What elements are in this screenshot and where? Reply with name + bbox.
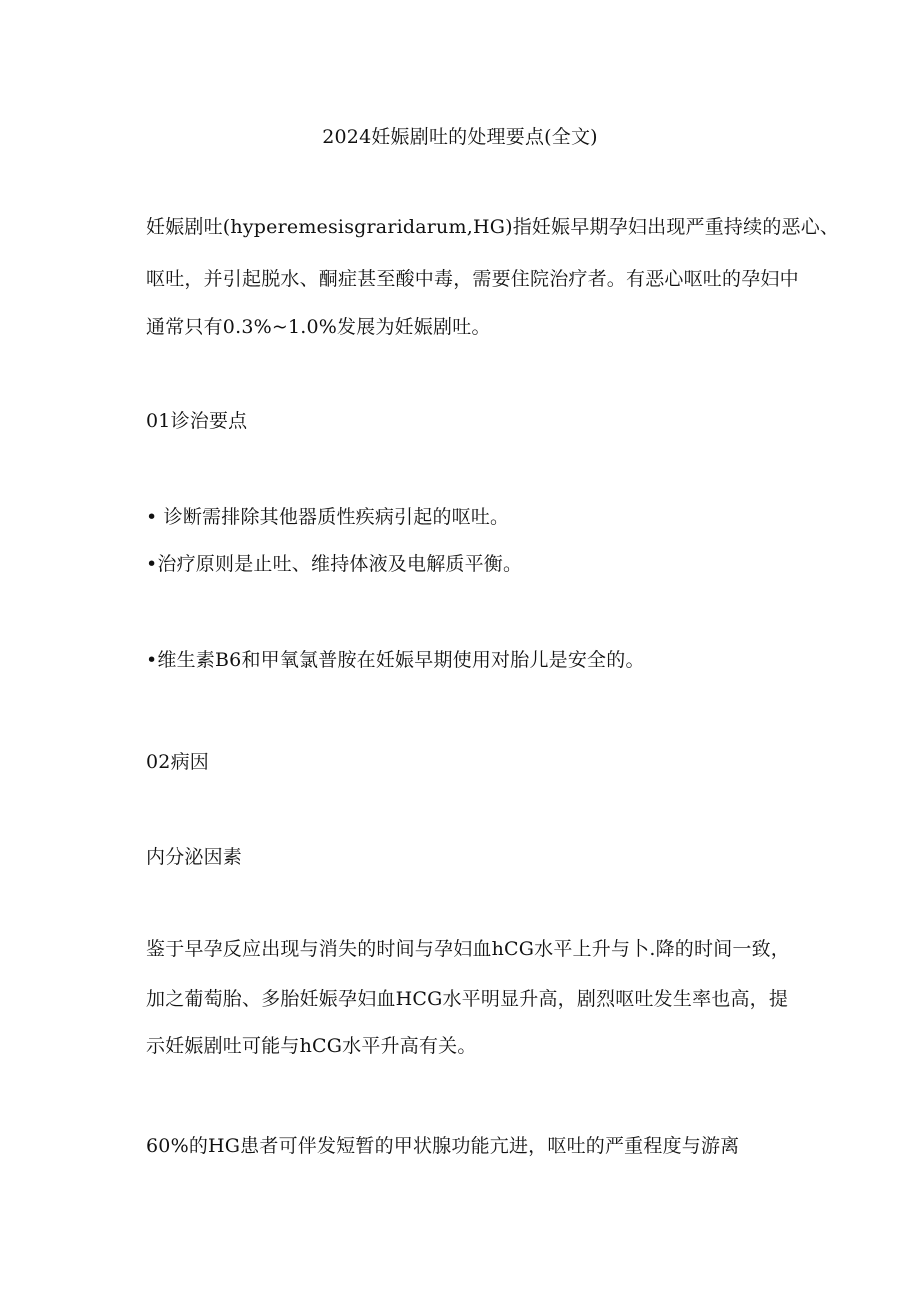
paragraph-1-line-3: 示妊娠剧吐可能与hCG水平升高有关。 [146, 1035, 477, 1057]
paragraph-2-line-1: 60%的HG患者可伴发短暂的甲状腺功能亢进，呕吐的严重程度与游离 [146, 1135, 740, 1157]
section-heading-diagnosis: 01诊治要点 [146, 410, 248, 432]
intro-line-3: 通常只有0.3%~1.0%发展为妊娠剧吐。 [146, 316, 491, 338]
bullet-item-1: • 诊断需排除其他器质性疾病引起的呕吐。 [146, 506, 510, 528]
bullet-item-3: •维生素B6和甲氧氯普胺在妊娠早期使用对胎儿是安全的。 [146, 649, 645, 671]
intro-line-2: 呕吐，并引起脱水、酮症甚至酸中毒，需要住院治疗者。有恶心呕吐的孕妇中 [146, 268, 799, 290]
paragraph-1-line-1: 鉴于早孕反应出现与消失的时间与孕妇血hCG水平上升与卜.降的时间一致， [146, 938, 790, 960]
subheading-endocrine: 内分泌因素 [146, 846, 243, 868]
section-heading-etiology: 02病因 [146, 751, 209, 773]
paragraph-1-line-2: 加之葡萄胎、多胎妊娠孕妇血HCG水平明显升高，剧烈呕吐发生率也高，提 [146, 988, 789, 1010]
intro-line-1: 妊娠剧吐(hyperemesisgraridarum,HG)指妊娠早期孕妇出现严重持续的恶心、 [146, 216, 840, 238]
document-title: 2024妊娠剧吐的处理要点(全文) [322, 126, 598, 148]
bullet-item-2: •治疗原则是止吐、维持体液及电解质平衡。 [146, 553, 523, 575]
